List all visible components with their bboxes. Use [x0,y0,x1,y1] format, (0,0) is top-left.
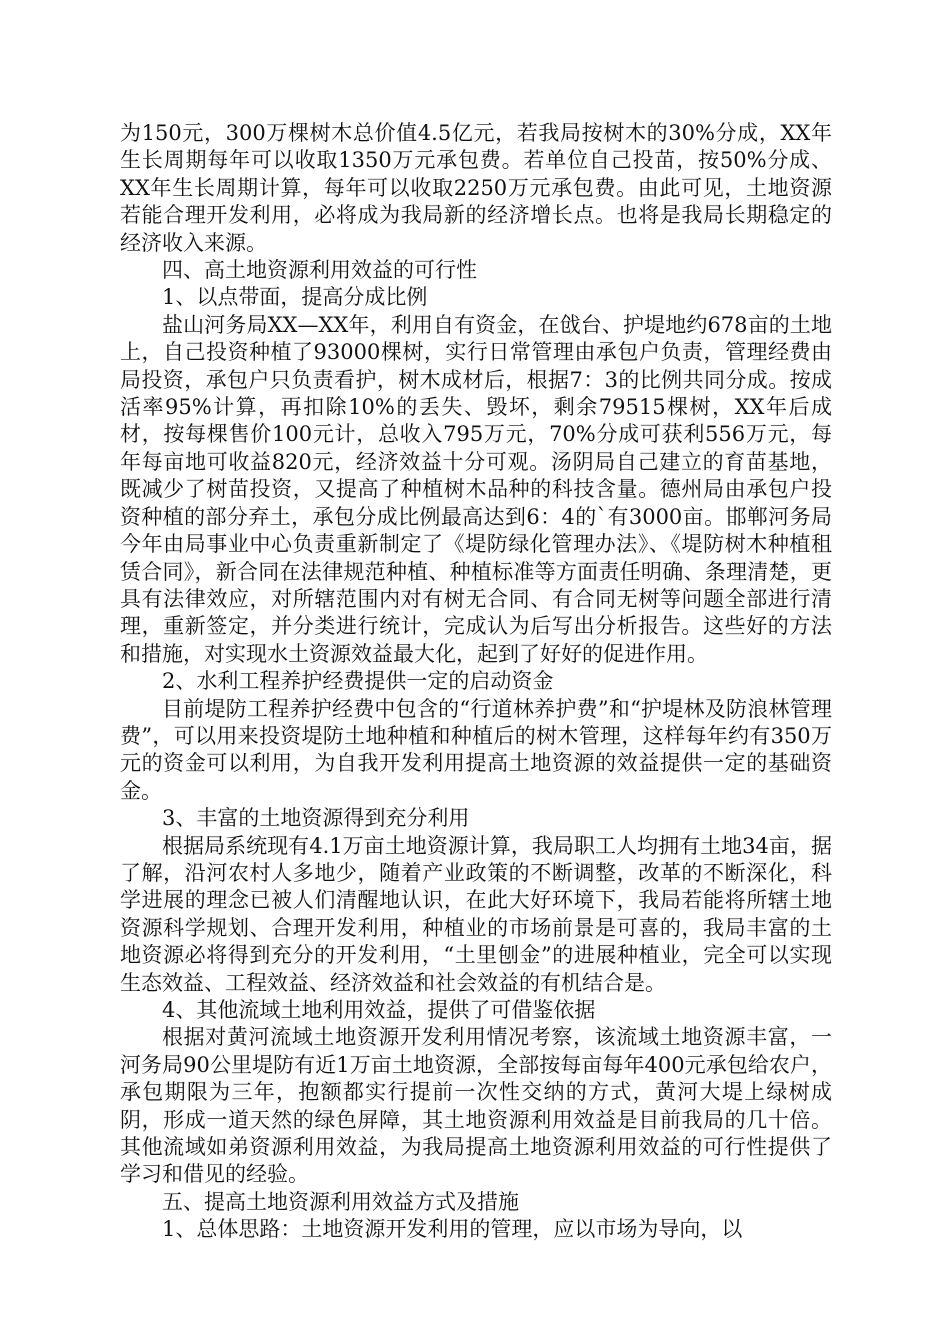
section-heading-4: 四、高土地资源利用效益的可行性 [162,258,477,283]
subheading-4-4: 4、其他流域土地利用效益，提供了可借鉴依据 [162,998,596,1022]
paragraph-4-2: 目前堤防工程养护经费中包含的“行道林养护费”和“护堤林及防浪林管理费”，可以用来投资堤防土地种植和种植后的树木管理，这样每年约有350万元的资金可以利用，为自我开发利用提高土地资源的效益提供一定的基础资金。 [120,696,832,803]
paragraph-4-3: 根据局系统现有4.1万亩土地资源计算，我局职工人均拥有土地34亩，据了解，沿河农村人多地少，随着产业政策的不断调整，改革的不断深化，科学进展的理念已被人们清醒地认识，在此大好环境下，我局若能将所辖土地资源科学规划、合理开发利用，种植业的市场前景是可喜的，我局丰富的土地资源必将得到充分的开发利用，“土里刨金”的进展种植业，完全可以实现生态效益、工程效益、经济效益和社会效益的有机结合是。 [120,833,832,995]
section-heading-5: 五、提高土地资源利用效益方式及措施 [162,1189,519,1214]
paragraph-continued: 为150元，300万棵树木总价值4.5亿元，若我局按树木的30%分成，XX年生长周期每年可以收取1350万元承包费。若单位自己投苗，按50%分成、XX年生长周期计算，每年可以收取2250万元承包费。由此可见，土地资源若能合理开发利用，必将成为我局新的经济增长点。也将是我局长期稳定的经济收入来源。 [120,121,832,255]
paragraph-4-4: 根据对黄河流域土地资源开发利用情况考察，该流域土地资源丰富，一河务局90公里堤防有近1万亩土地资源，全部按每亩每年400元承包给农户，承包期限为三年，抱额都实行提前一次性交纳的方式，黄河大堤上绿树成阴，形成一道天然的绿色屏障，其土地资源利用效益是目前我局的几十倍。其他流域如弟资源利用效益，为我局提高土地资源利用效益的可行性提供了学习和借见的经验。 [120,1025,832,1187]
subheading-4-1: 1、以点带面，提高分成比例 [162,285,428,310]
document-body [120,120,832,1244]
subheading-4-2: 2、水利工程养护经费提供一定的启动资金 [162,669,554,694]
subheading-4-3: 3、丰富的土地资源得到充分利用 [162,806,470,831]
paragraph-5-1: 1、总体思路：土地资源开发利用的管理，应以市场为导向，以 [162,1217,743,1242]
paragraph-4-1: 盐山河务局XX—XX年，利用自有资金，在戗台、护堤地约678亩的土地上，自己投资种植了93000棵树，实行日常管理由承包户负责，管理经费由局投资，承包户只负责看护，树木成材后，根据7：3的比例共同分成。按成活率95%计算，再扣除10%的丢失、毁坏，剩余79515棵树，XX年后成材，按每棵售价100元计，总收入795万元，70%分成可获利556万元，每年每亩地可收益820元，经济效益十分可观。汤阴局自己建立的育苗基地，既减少了树苗投资，又提高了种植树木品种的科技含量。德州局由承包户投资种植的部分弃土，承包分成比例最高达到6：4的`有3000亩。邯郸河务局今年由局事业中心负责重新制定了《堤防绿化管理办法》、《堤防树木种植租赁合同》，新合同在法律规范种植、种植标准等方面责任明确、条理清楚，更具有法律效应，对所辖范围内对有树无合同、有合同无树等问题全部进行清理，重新签定，并分类进行统计，完成认为后写出分析报告。这些好的方法和措施，对实现水土资源效益最大化，起到了好好的促进作用。 [120,312,832,666]
